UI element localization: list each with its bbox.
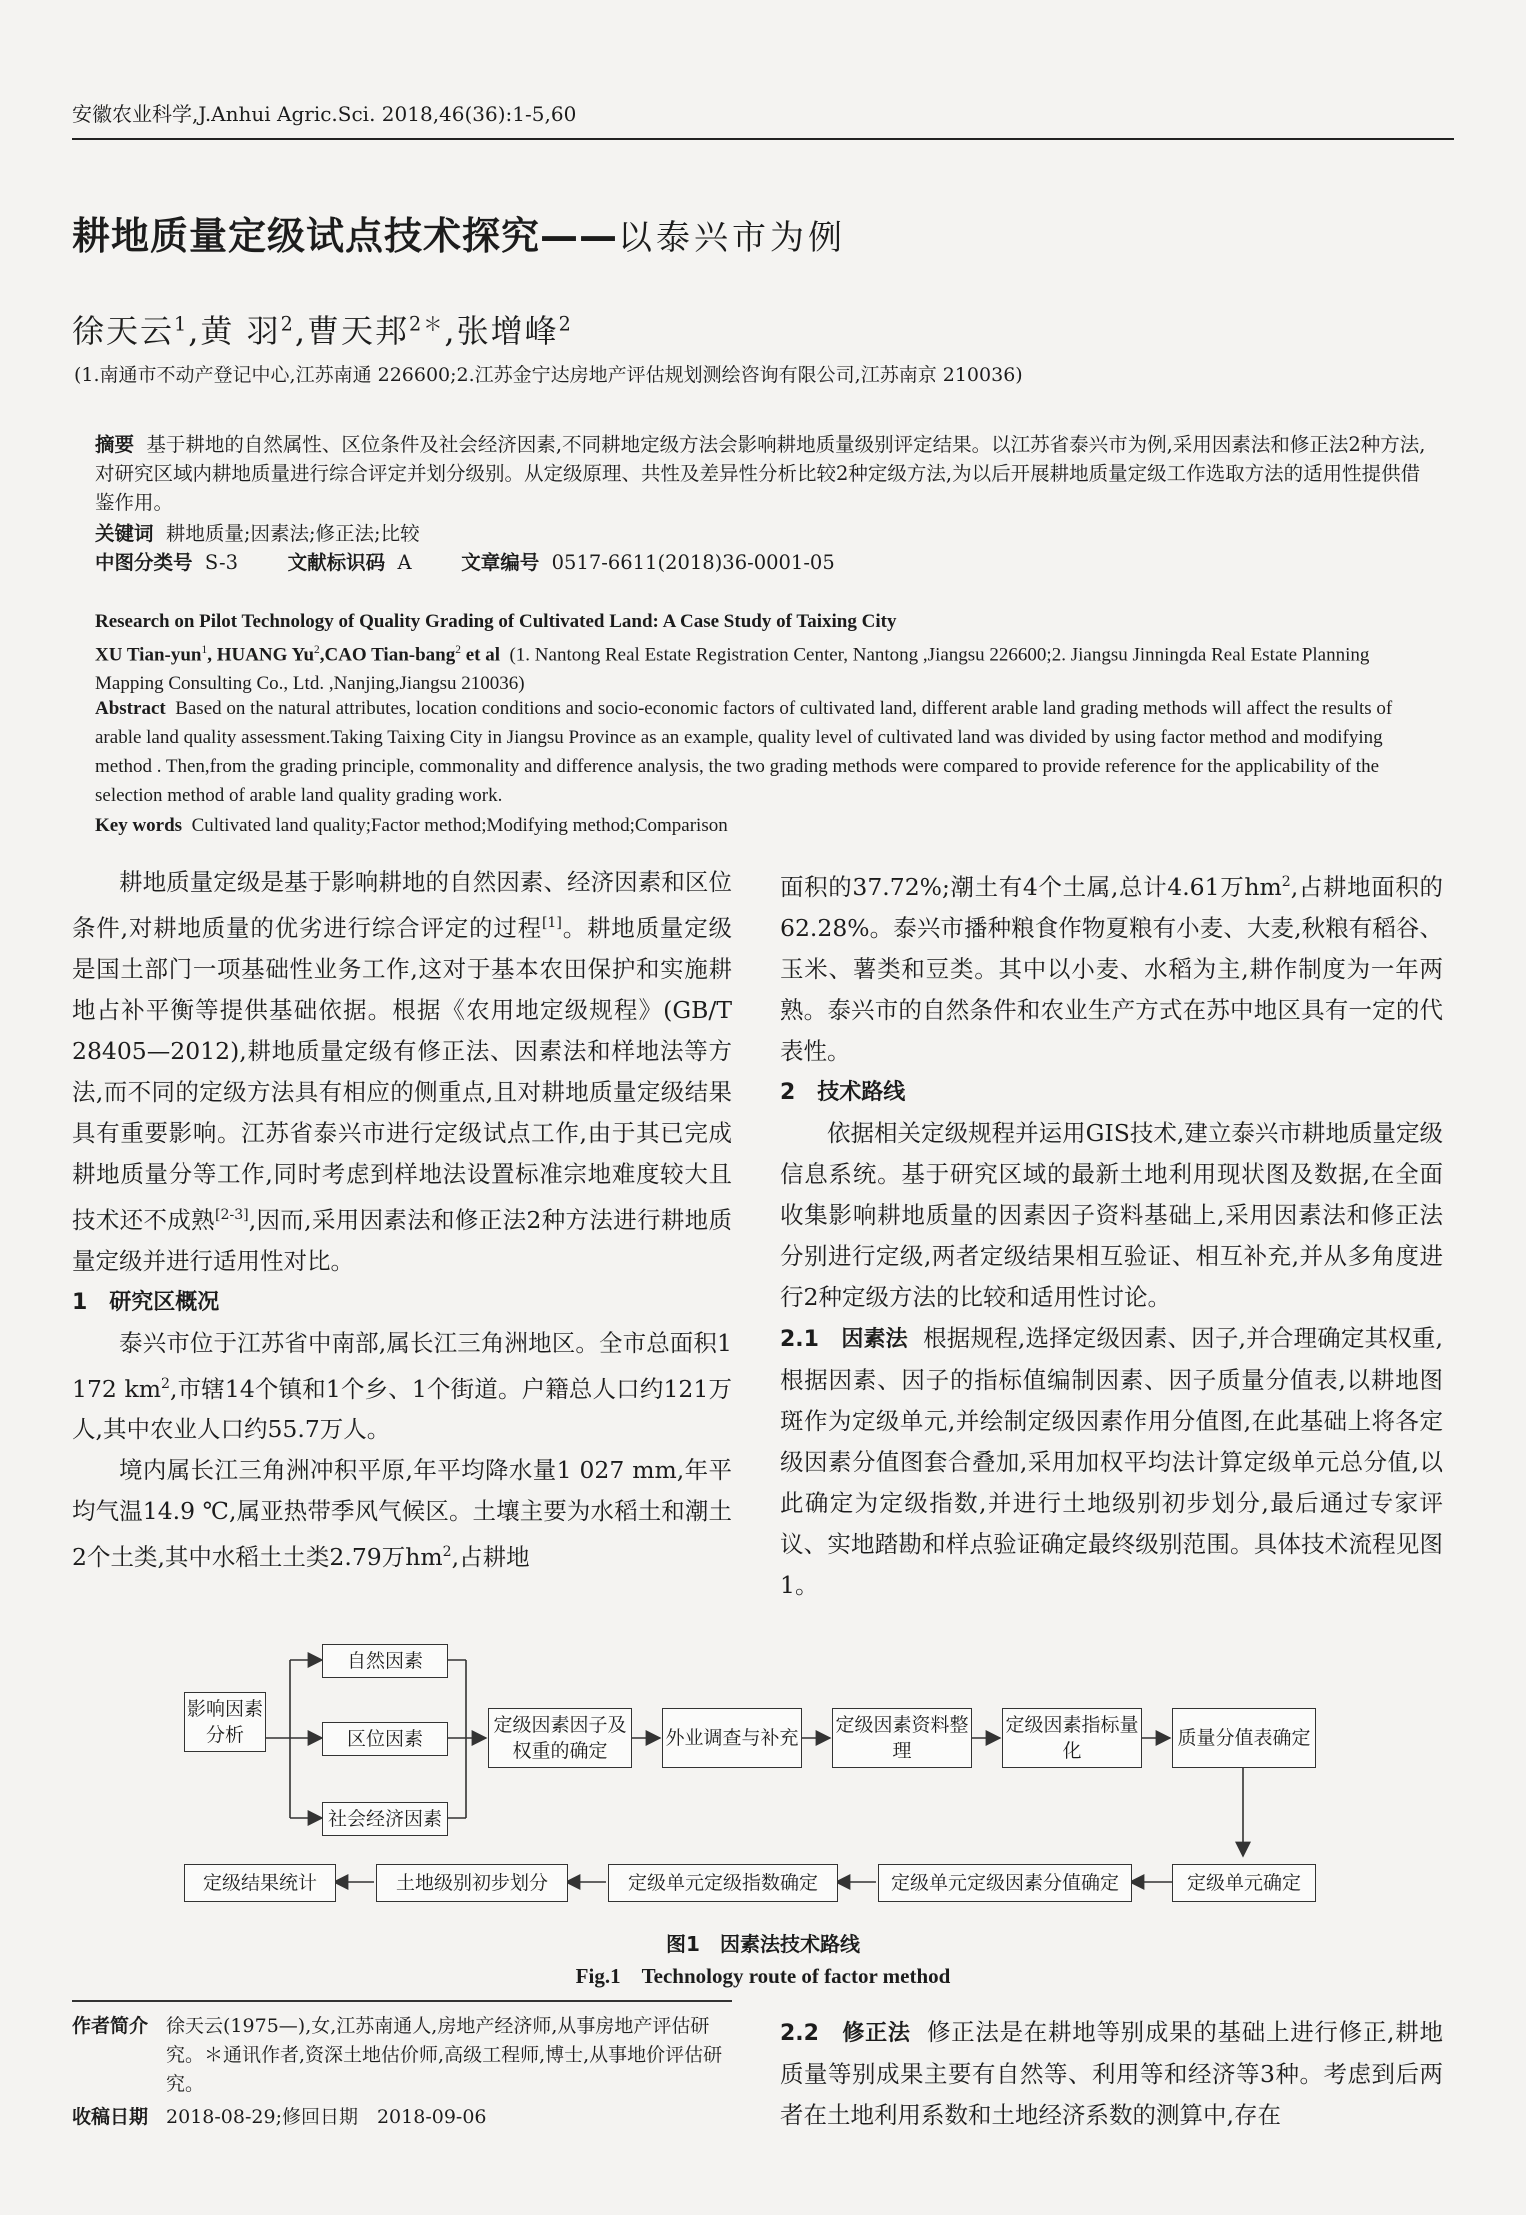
node-unit-index: 定级单元定级指数确定 <box>608 1864 838 1902</box>
en-author-3-sup: 2 <box>455 644 461 656</box>
en-keywords-label: Key words <box>95 815 183 836</box>
english-abstract <box>95 694 1430 810</box>
author-bio-text: 徐天云(1975—),女,江苏南通人,房地产经济师,从事房地产评估研究。＊通讯作者,资深土地估价师,高级工程师,博士,从事地价评估研究。 <box>166 2015 723 2095</box>
body-right-column <box>780 862 1443 1606</box>
title-dash: —— <box>540 214 619 258</box>
author-4: 张增峰 <box>456 312 559 350</box>
node-initial-division: 土地级别初步划分 <box>376 1864 568 1902</box>
journal-header: 安徽农业科学,J.Anhui Agric.Sci. 2018,46(36):1-5,60 <box>72 102 577 126</box>
en-author-3: ,CAO Tian-bang <box>319 644 456 666</box>
paragraph-study-area: 泰兴市位于江苏省中南部,属长江三角洲地区。全市总面积1 172 $km^2$,市辖14个镇和1个乡、1个街道。户籍总人口约121万人,其中农业人口约55.7万人。 <box>72 1328 732 1444</box>
node-result-stats: 定级结果统计 <box>184 1864 336 1902</box>
node-socio-economic-factor: 社会经济因素 <box>322 1802 448 1836</box>
node-natural-factor: 自然因素 <box>322 1644 448 1678</box>
keywords-text: 耕地质量;因素法;修正法;比较 <box>165 522 420 545</box>
node-location-factor: 区位因素 <box>322 1722 448 1756</box>
received-text: 2018-08-29;修回日期 2018-09-06 <box>166 2106 487 2128</box>
en-author-1-sup: 1 <box>201 644 208 656</box>
article-label: 文章编号 <box>461 551 540 574</box>
clc-label: 中图分类号 <box>95 551 193 574</box>
en-keywords-text: Cultivated land quality;Factor method;Modifying method;Comparison <box>191 815 728 836</box>
node-field-survey: 外业调查与补充 <box>662 1708 802 1768</box>
keywords-label: 关键词 <box>95 522 154 545</box>
author-1: 徐天云 <box>72 312 175 350</box>
author-3: 曹天邦 <box>306 312 409 350</box>
ref-1: [1] <box>541 915 562 931</box>
paragraph-intro: 耕地质量定级是基于影响耕地的自然因素、经济因素和区位条件,对耕地质量的优劣进行综合评定的过程[1]。耕地质量定级是国土部门一项基础性业务工作,这对于基本农田保护和实施耕地占补平衡等提供基础依据。根据《农用地定级规程》(GB/T 28405—2012),耕地质量定级有修正法、因素法和样地法等方法,而不同的定级方法具有相应的侧重点,且对耕地质量定级结果具有重要影响。江苏省泰兴市进行定级试点工作,由于其已完成耕地质量分等工作,同时考虑到样地法设置标准宗地难度较大且技术还不成熟[2-3],因而,采用因素法和修正法2种方法进行耕地质量定级并进行适用性对比。 <box>72 868 732 1275</box>
node-indicator-quantify: 定级因素指标量化 <box>1002 1708 1142 1768</box>
paper-title <box>72 205 846 260</box>
author-2-sup: 2 <box>280 312 295 336</box>
author-bio-label: 作者简介 <box>72 2015 149 2037</box>
ref-2-3: [2-3] <box>214 1206 249 1223</box>
node-grading-unit: 定级单元确定 <box>1172 1864 1316 1902</box>
heading-2-1: 2.1 因素法 <box>780 1326 908 1352</box>
abstract-text: 基于耕地的自然属性、区位条件及社会经济因素,不同耕地定级方法会影响耕地质量级别评定结果。以江苏省泰兴市为例,采用因素法和修正法2种方法,对研究区域内耕地质量进行综合评定并划分级别。从定级原理、共性及差异性分析比较2种定级方法,为以后开展耕地质量定级工作选取方法的适用性提供借鉴作用。 <box>95 433 1426 514</box>
author-4-sup: 2 <box>558 312 573 336</box>
figure-caption-en: Fig.1 Technology route of factor method <box>575 1964 951 1988</box>
paragraph-factor-method: 2.1 因素法 根据规程,选择定级因素、因子,并合理确定其权重,根据因素、因子的指标值编制因素、因子质量分值表,以耕地图斑作为定级单元,并绘制定级因素作用分值图,在此基础上将各定级因素分值图套合叠加,采用加权平均法计算定级单元总分值,以此确定为定级指数,并进行土地级别初步划分,最后通过专家评议、实地踏勘和样点验证确定最终级别范围。具体技术流程见图1。 <box>780 1323 1443 1599</box>
en-affiliation: (1. Nantong Real Estate Registration Center, Nantong ,Jiangsu 226600;2. Jiangsu Jinningda Real Estate Planning Mapping Consulting Co., Ltd. ,Nanjing,Jiangsu 210036) <box>95 644 1370 695</box>
doc-value: A <box>397 551 412 574</box>
en-author-4: et al <box>460 644 500 666</box>
en-author-2: , HUANG Yu <box>207 644 315 666</box>
author-2: 黄 羽 <box>200 312 281 350</box>
english-keywords <box>95 811 1430 840</box>
heading-section-1: 1 研究区概况 <box>72 1289 220 1315</box>
author-3-sup: 2＊ <box>409 312 445 336</box>
en-author-2-sup: 2 <box>314 644 320 656</box>
article-value: 0517-6611(2018)36-0001-05 <box>551 551 835 574</box>
english-title: Research on Pilot Technology of Quality Grading of Cultivated Land: A Case Study of Taixing City <box>95 611 897 632</box>
received-date <box>72 2103 732 2132</box>
author-1-sup: 1 <box>174 312 189 336</box>
abstract-label: 摘要 <box>95 433 135 456</box>
node-weight-determination: 定级因素因子及权重的确定 <box>488 1708 632 1768</box>
body-left-column <box>72 862 732 1578</box>
footnote-rule <box>72 2000 732 2002</box>
classification-line <box>95 548 1430 577</box>
en-abstract-label: Abstract <box>95 698 166 719</box>
paragraph-tech-route: 依据相关定级规程并运用GIS技术,建立泰兴市耕地质量定级信息系统。基于研究区域的最新土地利用现状图及数据,在全面收集影响耕地质量的因素因子资料基础上,采用因素法和修正法分别进行定级,两者定级结果相互验证、相互补充,并从多角度进行2种定级方法的比较和适用性讨论。 <box>780 1118 1443 1311</box>
author-bio <box>72 2012 732 2099</box>
node-unit-factor-score: 定级单元定级因素分值确定 <box>878 1864 1132 1902</box>
section-2-2 <box>780 2012 1443 2136</box>
title-sub: 以泰兴市为例 <box>618 218 847 258</box>
node-data-organize: 定级因素资料整理 <box>832 1708 972 1768</box>
en-abstract-text: Based on the natural attributes, location conditions and socio-economic factors of cultivated land, different arable land grading methods will affect the results of arable land quality assessment.Taking Taixing City in Jiangsu Province as an example, quality level of cultivated land was divided by using factor method and modifying method . Then,from the grading principle, commonality and difference analysis, the two grading methods were compared to provide reference for the applicability of the selection method of arable land quality grading work. <box>95 698 1393 806</box>
affiliation: (1.南通市不动产登记中心,江苏南通 226600;2.江苏金宁达房地产评估规划测绘咨询有限公司,江苏南京 210036) <box>74 364 1023 386</box>
english-authors <box>95 636 1430 698</box>
paragraph-soil: 面积的37.72%;潮土有4个土属,总计4.61万$hm^2$,占耕地面积的62.28%。泰兴市播种粮食作物夏粮有小麦、大麦,秋粮有稻谷、玉米、薯类和豆类。其中以小麦、水稻为主,耕作制度为一年两熟。泰兴市的自然条件和农业生产方式在苏中地区具有一定的代表性。 <box>780 872 1443 1065</box>
authors: 徐天云$^1$,黄 羽$^2$,曹天邦$^{2*}$,张增峰$^2$ <box>72 312 573 350</box>
heading-section-2: 2 技术路线 <box>780 1079 906 1105</box>
clc-value: S-3 <box>204 551 238 574</box>
doc-label: 文献标识码 <box>287 551 386 574</box>
keywords-cn <box>95 519 1430 548</box>
node-influence-analysis: 影响因素分析 <box>184 1692 266 1752</box>
figure-caption-cn: 图1 因素法技术路线 <box>666 1932 860 1956</box>
en-author-1: XU Tian-yun <box>95 644 202 666</box>
node-score-table: 质量分值表确定 <box>1172 1708 1316 1768</box>
title-main: 耕地质量定级试点技术探究 <box>72 214 541 258</box>
abstract-cn <box>95 430 1430 517</box>
received-label: 收稿日期 <box>72 2106 149 2128</box>
paragraph-climate: 境内属长江三角洲冲积平原,年平均降水量1 027 mm,年平均气温14.9 ℃,属亚热带季风气候区。土壤主要为水稻土和潮土2个土类,其中水稻土土类2.79万$hm^2$,占耕地 <box>72 1456 732 1572</box>
paragraph-modifying-method: 修正法是在耕地等别成果的基础上进行修正,耕地质量等别成果主要有自然等、利用等和经济等3种。考虑到后两者在土地利用系数和土地经济系数的测算中,存在 <box>780 2018 1443 2129</box>
heading-2-2: 2.2 修正法 <box>780 2021 911 2046</box>
header-rule <box>72 138 1454 140</box>
